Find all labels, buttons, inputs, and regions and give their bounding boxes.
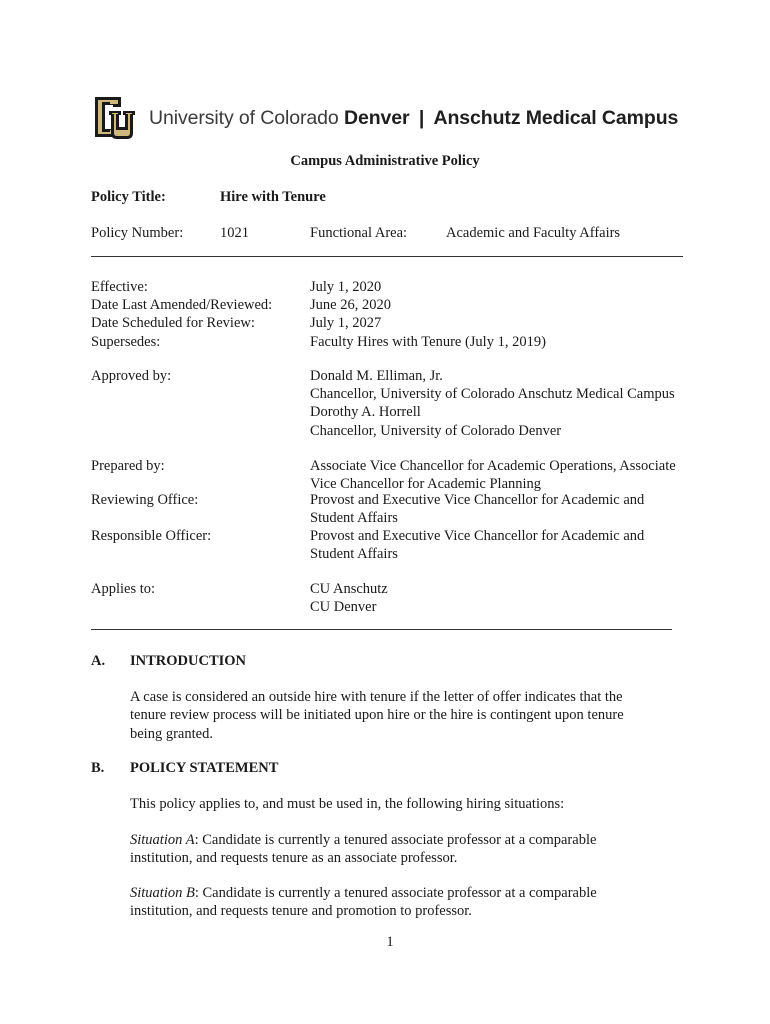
policy-number-value: 1021 [220, 225, 249, 241]
section-b-intro: This policy applies to, and must be used in, the following hiring situations: [130, 796, 565, 812]
functional-area-label: Functional Area: [310, 225, 408, 241]
prepared-line-1: Associate Vice Chancellor for Academic Operations, Associate [310, 458, 676, 474]
doc-heading: Campus Administrative Policy [290, 153, 480, 169]
approver-1-title: Chancellor, University of Colorado Anschutz Medical Campus [310, 386, 675, 403]
amended-value: June 26, 2020 [310, 297, 391, 314]
divider-top [91, 256, 683, 257]
approved-label: Approved by: [91, 368, 172, 384]
functional-area-value: Academic and Faculty Affairs [446, 225, 621, 241]
dates-values [310, 278, 546, 351]
brand-separator: | [418, 106, 425, 129]
responsible-label: Responsible Officer: [91, 528, 212, 544]
brand-campus: Anschutz Medical Campus [433, 106, 679, 129]
reviewing-values [310, 491, 644, 527]
brand-university: University of Colorado [149, 106, 339, 129]
approver-2-name: Dorothy A. Horrell [310, 404, 421, 421]
divider-bottom [91, 629, 672, 630]
reviewing-line-1: Provost and Executive Vice Chancellor for Academic and [310, 492, 645, 508]
effective-label: Effective: [91, 279, 148, 295]
section-a-body: A case is considered an outside hire with tenure if the letter of offer indicates that the tenure review process will be initiated upon hire or the hire is contingent upon tenure being granted. [130, 689, 624, 742]
applies-values [310, 580, 388, 616]
situation-b [130, 884, 630, 921]
prepared-label: Prepared by: [91, 458, 165, 474]
dates-labels [91, 278, 272, 351]
scheduled-label: Date Scheduled for Review: [91, 315, 255, 332]
supersedes-value: Faculty Hires with Tenure (July 1, 2019) [310, 333, 546, 350]
policy-title-value: Hire with Tenure [220, 189, 326, 205]
applies-line-2: CU Denver [310, 599, 377, 616]
brand-text [149, 107, 678, 130]
cu-monogram-icon [91, 93, 139, 143]
approver-1-name: Donald M. Elliman, Jr. [310, 368, 443, 384]
brand-denver: Denver [343, 106, 410, 129]
supersedes-label: Supersedes: [91, 333, 161, 350]
responsible-line-1: Provost and Executive Vice Chancellor for Academic and [310, 528, 645, 544]
situation-a-label: Situation A [130, 832, 195, 848]
situation-a [130, 831, 630, 868]
amended-label: Date Last Amended/Reviewed: [91, 297, 273, 314]
reviewing-line-2: Student Affairs [310, 510, 398, 527]
section-a-letter: A. [91, 653, 106, 669]
policy-title-label: Policy Title: [91, 189, 166, 205]
section-b-letter: B. [91, 760, 105, 776]
scheduled-value: July 1, 2027 [310, 315, 382, 332]
prepared-line-2: Vice Chancellor for Academic Planning [310, 476, 542, 493]
policy-number-label: Policy Number: [91, 225, 184, 241]
applies-label: Applies to: [91, 581, 156, 597]
situation-b-label: Situation B [130, 885, 195, 901]
approver-2-title: Chancellor, University of Colorado Denver [310, 422, 562, 439]
applies-line-1: CU Anschutz [310, 581, 388, 597]
university-logo [91, 92, 691, 144]
prepared-values [310, 457, 676, 493]
responsible-line-2: Student Affairs [310, 546, 398, 563]
reviewing-label: Reviewing Office: [91, 492, 199, 508]
section-a-title: INTRODUCTION [130, 653, 247, 669]
approved-values [310, 367, 675, 440]
section-b-title: POLICY STATEMENT [130, 760, 279, 776]
situation-b-text: : Candidate is currently a tenured associate professor at a comparable institution, and requests tenure and promotion to professor. [130, 885, 597, 920]
situation-a-text: : Candidate is currently a tenured associate professor at a comparable institution, and requests tenure as an associate professor. [130, 832, 597, 867]
responsible-values [310, 527, 644, 563]
page-number: 1 [386, 934, 394, 950]
effective-value: July 1, 2020 [310, 279, 382, 295]
